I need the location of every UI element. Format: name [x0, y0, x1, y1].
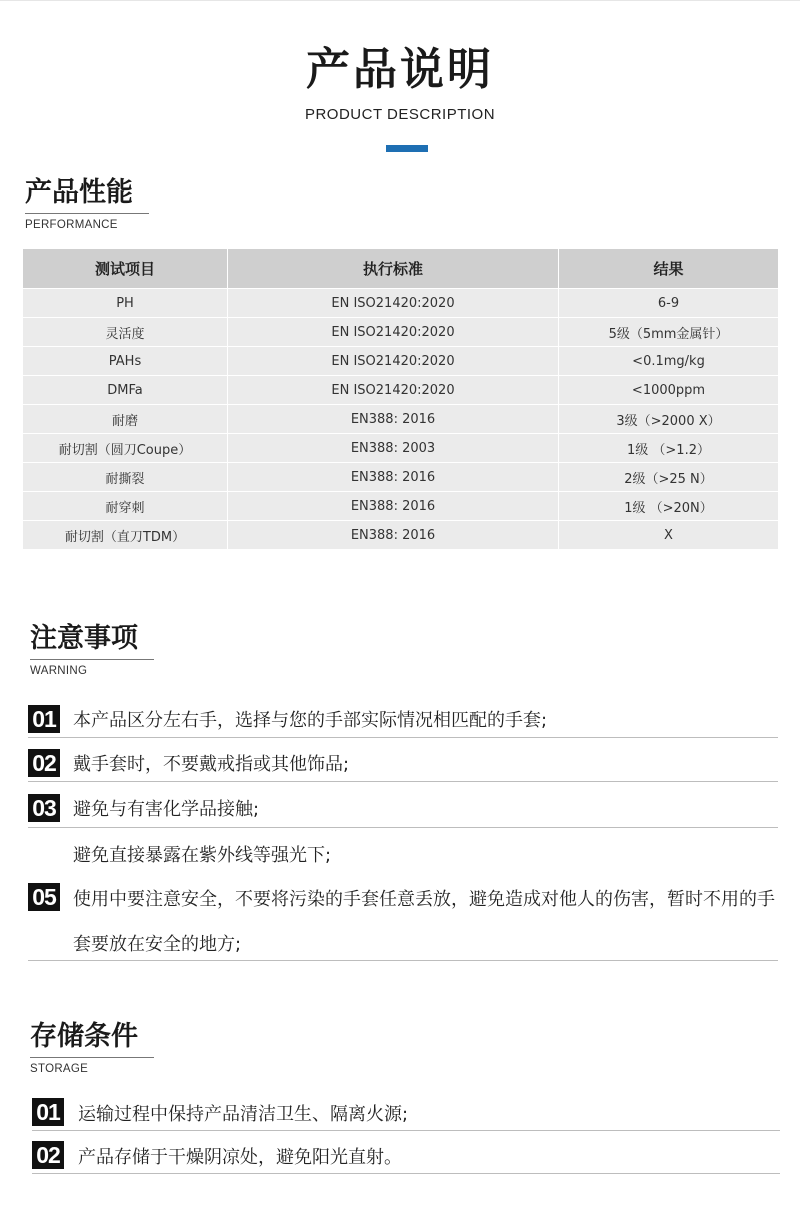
table-row [23, 376, 779, 405]
list-item [28, 743, 778, 782]
item-number-badge: 05 [28, 883, 60, 911]
column-header-result: 结果 [559, 249, 779, 289]
table-row [23, 405, 779, 434]
cell-test-item: 耐磨 [23, 405, 228, 434]
performance-title-underline [25, 213, 149, 214]
cell-standard: EN388: 2016 [228, 521, 559, 550]
cell-result: 5级（5mm金属针） [559, 318, 779, 347]
cell-standard: EN388: 2003 [228, 434, 559, 463]
item-number-badge: 03 [28, 794, 60, 822]
item-text: 避免与有害化学品接触; [73, 799, 260, 820]
column-header-test-item: 测试项目 [23, 249, 228, 289]
item-text: 使用中要注意安全，不要将污染的手套任意丢放，避免造成对他人的伤害，暂时不用的手套要放在安全的地方; [73, 889, 775, 955]
item-text: 戴手套时，不要戴戒指或其他饰品; [73, 754, 350, 775]
table-row [23, 434, 779, 463]
table-row [23, 289, 779, 318]
performance-table [22, 248, 779, 550]
storage-subtitle: STORAGE [30, 1063, 89, 1075]
cell-result: 2级（>25 N） [559, 463, 779, 492]
page-title: 产品说明 [306, 44, 494, 95]
item-text: 本产品区分左右手，选择与您的手部实际情况相匹配的手套; [73, 710, 548, 731]
performance-subtitle: PERFORMANCE [25, 219, 118, 231]
table-row [23, 318, 779, 347]
item-number-badge: 01 [32, 1098, 64, 1126]
cell-result: 6-9 [559, 289, 779, 318]
cell-standard: EN388: 2016 [228, 463, 559, 492]
title-accent-bar [386, 145, 428, 152]
warning-title: 注意事项 [30, 623, 138, 654]
cell-result: 1级 （>20N） [559, 492, 779, 521]
table-row [23, 521, 779, 550]
cell-standard: EN388: 2016 [228, 492, 559, 521]
cell-standard: EN388: 2016 [228, 405, 559, 434]
cell-test-item: 耐穿刺 [23, 492, 228, 521]
performance-title: 产品性能 [25, 177, 133, 208]
list-item [28, 787, 778, 828]
cell-standard: EN ISO21420:2020 [228, 376, 559, 405]
warning-title-underline [30, 659, 154, 660]
cell-test-item: DMFa [23, 376, 228, 405]
item-number-badge: 02 [32, 1141, 64, 1169]
cell-test-item: PAHs [23, 347, 228, 376]
storage-title-underline [30, 1057, 154, 1058]
page-subtitle: PRODUCT DESCRIPTION [304, 106, 496, 123]
item-number-badge: 01 [28, 705, 60, 733]
cell-result: X [559, 521, 779, 550]
cell-standard: EN ISO21420:2020 [228, 347, 559, 376]
storage-title: 存储条件 [30, 1021, 138, 1052]
cell-result: <0.1mg/kg [559, 347, 779, 376]
table-row [23, 463, 779, 492]
cell-test-item: PH [23, 289, 228, 318]
cell-test-item: 耐撕裂 [23, 463, 228, 492]
cell-result: 1级 （>1.2） [559, 434, 779, 463]
item-text: 产品存储于干燥阴凉处，避免阳光直射。 [78, 1147, 402, 1168]
item-number-badge: 02 [28, 749, 60, 777]
list-item [28, 699, 778, 738]
column-header-standard: 执行标准 [228, 249, 559, 289]
table-header-row [23, 249, 779, 289]
list-item [32, 1138, 780, 1174]
warning-subtitle: WARNING [30, 665, 88, 677]
table-row [23, 492, 779, 521]
top-divider [0, 0, 800, 1]
item-text: 避免直接暴露在紫外线等强光下; [73, 845, 332, 866]
item-text: 运输过程中保持产品清洁卫生、隔离火源; [78, 1104, 409, 1125]
cell-test-item: 耐切割（直刀TDM） [23, 521, 228, 550]
cell-result: <1000ppm [559, 376, 779, 405]
cell-result: 3级（>2000 X） [559, 405, 779, 434]
list-item [32, 1095, 780, 1131]
cell-standard: EN ISO21420:2020 [228, 289, 559, 318]
cell-test-item: 耐切割（圆刀Coupe） [23, 434, 228, 463]
table-row [23, 347, 779, 376]
list-item [28, 877, 778, 961]
cell-test-item: 灵活度 [23, 318, 228, 347]
cell-standard: EN ISO21420:2020 [228, 318, 559, 347]
list-item [28, 833, 778, 877]
